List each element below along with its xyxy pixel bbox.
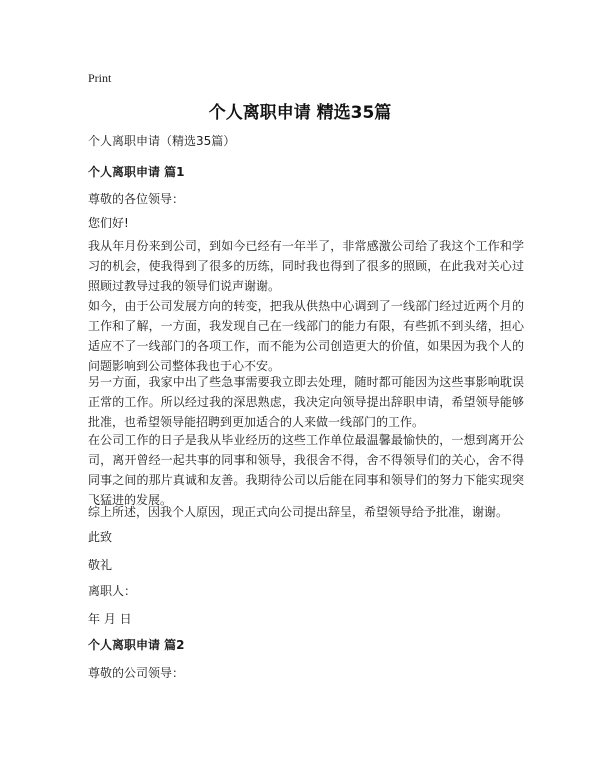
section-1-heading: 个人离职申请 篇1 <box>88 165 185 179</box>
date-line: 年 月 日 <box>88 612 132 626</box>
section-1-paragraph: 如今，由于公司发展方向的转变，把我从供热中心调到了一线部门经过近两个月的工作和了解，一方面，我发现自己在一线部门的能力有限，有些抓不到头绪，担心适应不了一线部门的各项工作，而不能为公司创造更大的价值，如果因为我个人的问题影响到公司整体我也于心不安。 <box>88 299 524 373</box>
print-link[interactable]: Print <box>88 71 112 85</box>
closing-line-1: 此致 <box>88 530 113 544</box>
section-1-paragraph: 另一方面，我家中出了些急事需要我立即去处理，随时都可能因为这些事影响耽误正常的工作。所以经过我的深思熟虑，我决定向领导提出辞职申请，希望领导能够批准，也希望领导能招聘到更加适合的人来做一线部门的工作。 <box>88 375 524 429</box>
document-subtitle: 个人离职申请（精选35篇） <box>88 134 236 148</box>
section-1-greeting: 您们好! <box>88 216 129 230</box>
section-1-paragraph: 在公司工作的日子是我从毕业经历的这些工作单位最温馨最愉快的，一想到离开公司，离开曾经一起共事的同事和领导，我很舍不得，舍不得领导们的关心，舍不得同事之间的那片真诚和友善。我期待公司以后能在同事和领导们的努力下能实现突飞猛进的发展。 <box>88 433 524 507</box>
signer-label: 离职人： <box>88 584 137 598</box>
closing-line-2: 敬礼 <box>88 558 113 572</box>
document-title: 个人离职申请 精选35篇 <box>208 103 392 123</box>
section-1-salutation: 尊敬的各位领导： <box>88 192 185 206</box>
section-2-heading: 个人离职申请 篇2 <box>88 638 185 652</box>
section-2-salutation: 尊敬的公司领导： <box>88 666 185 680</box>
section-1-paragraph: 我从年月份来到公司，到如今已经有一年半了，非常感激公司给了我这个工作和学习的机会，使我得到了很多的历练，同时我也得到了很多的照顾，在此我对关心过照顾过教导过我的领导们说声谢谢。 <box>88 239 524 293</box>
section-1-paragraph: 综上所述，因我个人原因，现正式向公司提出辞呈，希望领导给予批准，谢谢。 <box>88 505 509 519</box>
